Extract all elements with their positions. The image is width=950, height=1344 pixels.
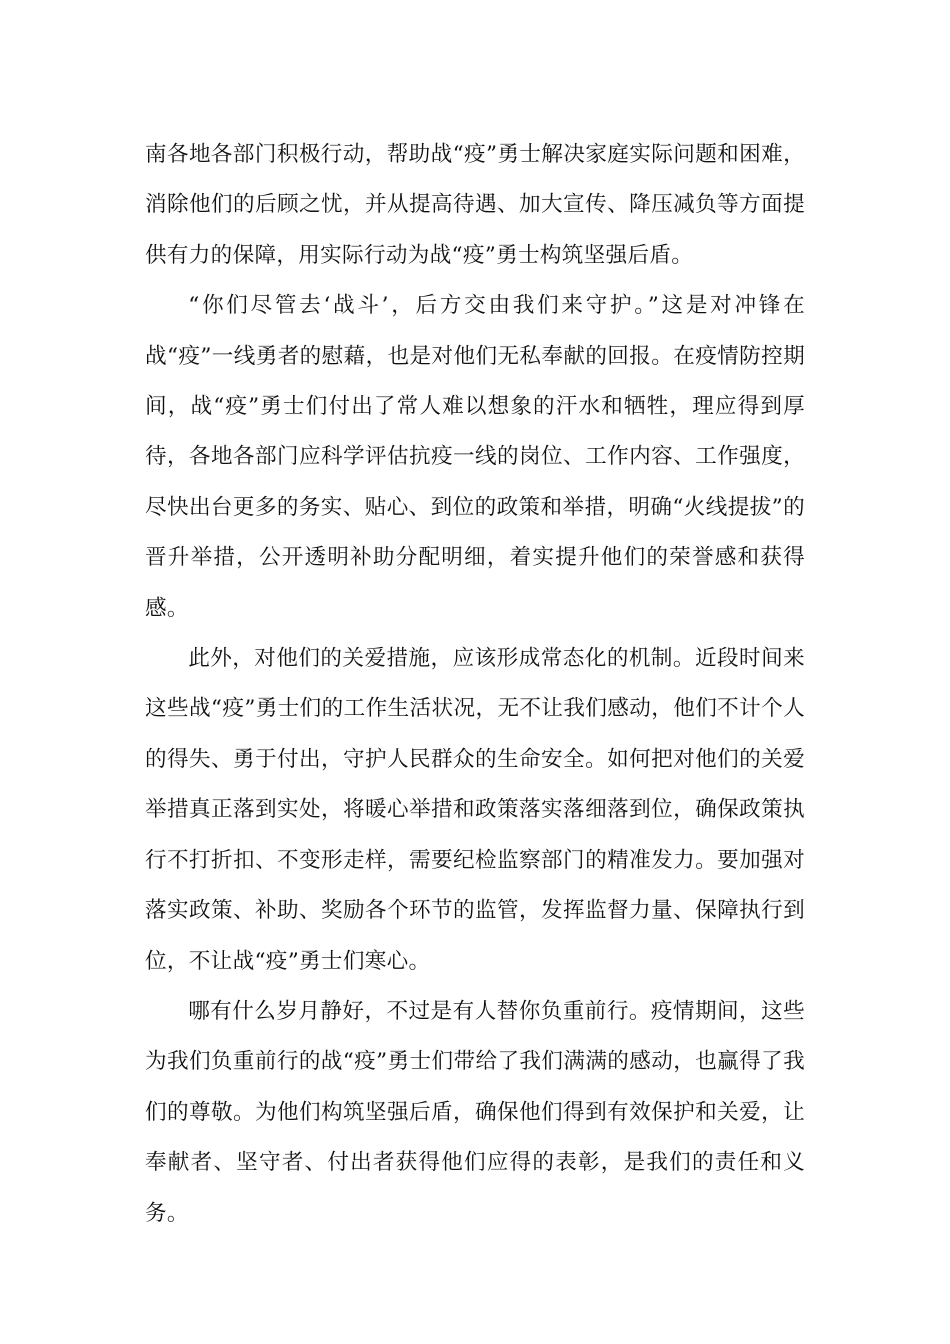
paragraph-3: 此外，对他们的关爱措施，应该形成常态化的机制。近段时间来这些战“疫”勇士们的工作生活状况，无不让我们感动，他们不计个人的得失、勇于付出，守护人民群众的生命安全。如何把对他们的关爱举措真正落到实处，将暖心举措和政策落实落细落到位，确保政策执行不打折扣、不变形走样，需要纪检监察部门的精准发力。要加强对落实政策、补助、奖励各个环节的监管，发挥监督力量、保障执行到位，不让战“疫”勇士们寒心。 — [145, 646, 805, 974]
paragraph-4: 哪有什么岁月静好，不过是有人替你负重前行。疫情期间，这些为我们负重前行的战“疫”勇士们带给了我们满满的感动，也赢得了我们的尊敬。为他们构筑坚强后盾，确保他们得到有效保护和关爱，让奉献者、坚守者、付出者获得他们应得的表彰，是我们的责任和义务。 — [145, 998, 805, 1226]
paragraph-1: 南各地各部门积极行动，帮助战“疫”勇士解决家庭实际问题和困难，消除他们的后顾之忧，并从提高待遇、加大宣传、降压减负等方面提供有力的保障，用实际行动为战“疫”勇士构筑坚强后盾。 — [145, 142, 805, 268]
paragraph-2: “你们尽管去‘战斗’，后方交由我们来守护。”这是对冲锋在战“疫”一线勇者的慰藉，也是对他们无私奉献的回报。在疫情防控期间，战“疫”勇士们付出了常人难以想象的汗水和牺牲，理应得到厚待，各地各部门应科学评估抗疫一线的岗位、工作内容、工作强度，尽快出台更多的务实、贴心、到位的政策和举措，明确“火线提拔”的晋升举措，公开透明补助分配明细，着实提升他们的荣誉感和获得感。 — [145, 293, 805, 621]
document-body — [145, 130, 805, 1239]
